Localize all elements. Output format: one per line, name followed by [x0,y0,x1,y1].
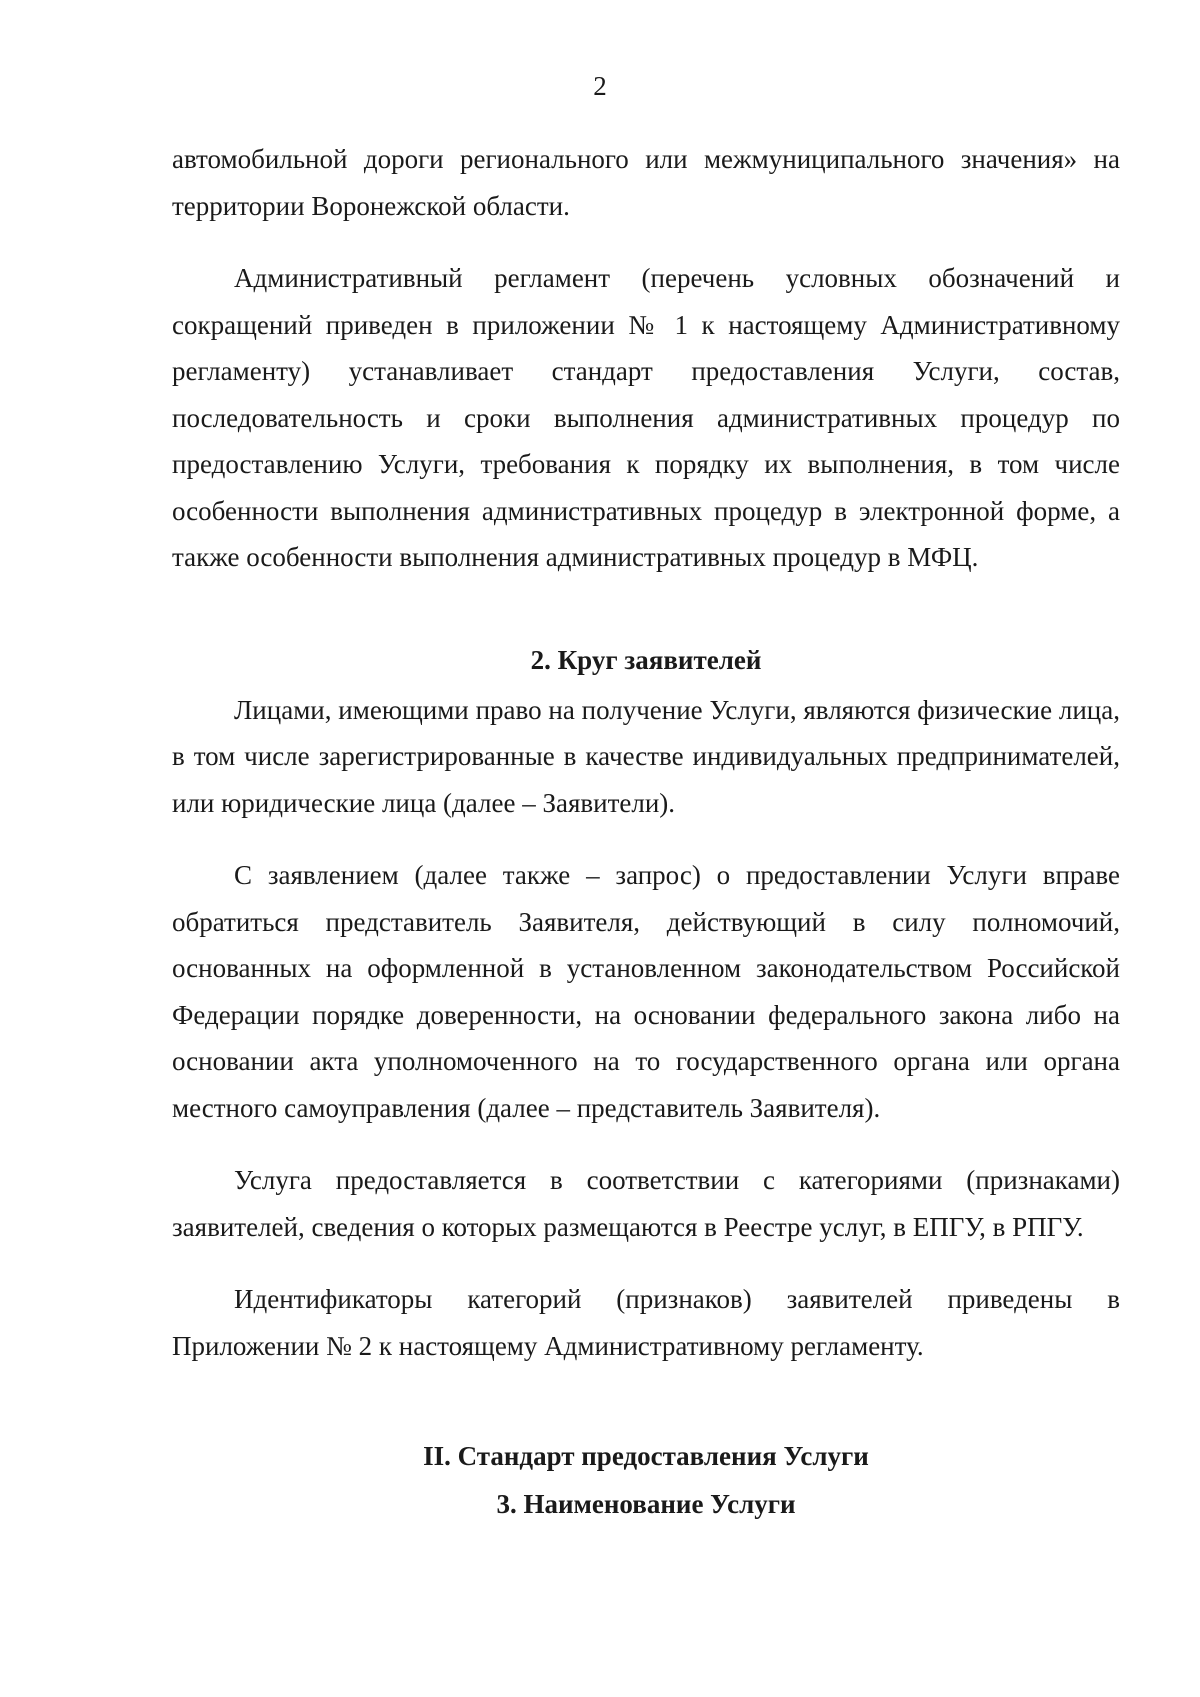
section-heading-applicants: 2. Круг заявителей [530,644,762,675]
page-number: 2 [593,71,607,101]
applicants-paragraph-2: С заявлением (далее также – запрос) о предоставлении Услуги вправе обратиться представитель Заявителя, действующий в силу полномочий, основанных на оформленной в установленном законодательством Российской Федерации порядке доверенности, на основании федерального закона либо на основании акта уполномоченного на то государственного органа или органа местного самоуправления (далее – представитель Заявителя). [172,860,1120,1123]
intro-paragraph-continuation: автомобильной дороги регионального или межмуниципального значения» на территории Воронежской области. [172,144,1120,221]
document-body [172,136,1120,1527]
intro-paragraph-regulation: Административный регламент (перечень условных обозначений и сокращений приведен в приложении № 1 к настоящему Административному регламенту) устанавливает стандарт предоставления Услуги, состав, последовательность и сроки выполнения административных процедур по предоставлению Услуги, требования к порядку их выполнения, в том числе особенности выполнения административных процедур в электронной форме, а также особенности выполнения административных процедур в МФЦ. [172,263,1120,572]
applicants-paragraph-4: Идентификаторы категорий (признаков) заявителей приведены в Приложении № 2 к настоящему Административному регламенту. [172,1284,1120,1361]
chapter-heading-standard: II. Стандарт предоставления Услуги [423,1441,869,1471]
applicants-paragraph-1: Лицами, имеющими право на получение Услуги, являются физические лица, в том числе зарегистрированные в качестве индивидуальных предпринимателей, или юридические лица (далее – Заявители). [172,694,1120,818]
applicants-paragraph-3: Услуга предоставляется в соответствии с категориями (признаками) заявителей, сведения о которых размещаются в Реестре услуг, в ЕПГУ, в РПГУ. [172,1165,1120,1242]
section-heading-service-name: 3. Наименование Услуги [496,1489,796,1519]
